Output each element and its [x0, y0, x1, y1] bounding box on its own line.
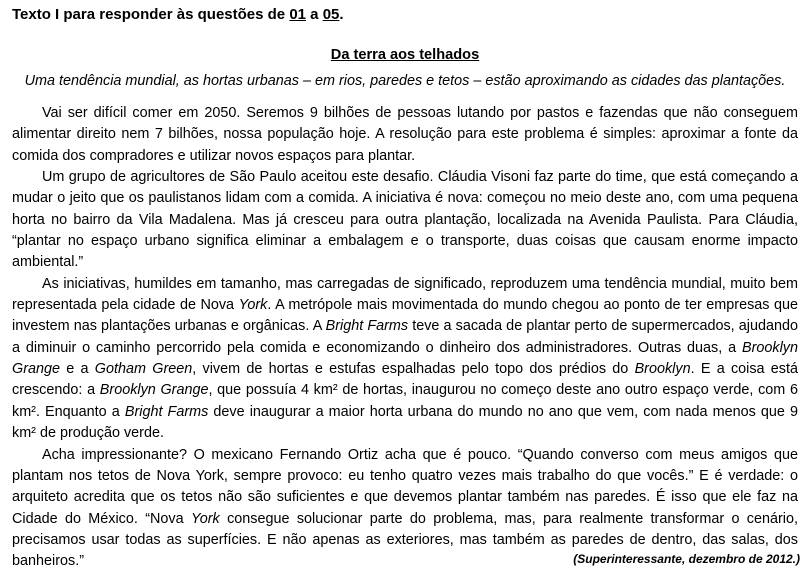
- paragraph-2: Um grupo de agricultores de São Paulo aceitou este desafio. Cláudia Visoni faz parte do time, que está começando a mudar o jeito que os paulistanos lidam com a comida. A iniciativa é nova: começou no meio deste ano, com uma pequena horta no bairro da Vila Madalena. Mas já cresceu para outra plantação, localizada na Avenida Paulista. Para Cláudia, “plantar no espaço urbano significa eliminar a embalagem e o transporte, duas coisas que causam enorme impacto ambiental.”: [12, 169, 798, 271]
- paragraph-4-text: consegue solucionar parte do problema, mas, para realmente transformar o cenário, precisamos usar todas as superfícies. E não apenas as exteriores, mas também as paredes de dentro, das salas, dos banheiros.”: [12, 510, 798, 570]
- article-title: Da terra aos telhados: [330, 47, 480, 63]
- italic-term: York: [238, 297, 268, 314]
- italic-term: Brooklyn Grange: [12, 339, 798, 378]
- header-suffix: .: [339, 6, 344, 23]
- article-subtitle: Uma tendência mundial, as hortas urbanas – em rios, paredes e tetos – estão aproximando as cidades das plantações.: [24, 73, 786, 89]
- paragraph-3-text: deve inaugurar a maior horta urbana do mundo no ano que vem, com nada menos que 9 km² de produção verde.: [12, 403, 798, 442]
- source-citation: (Superinteressante, dezembro de 2012.): [573, 552, 800, 566]
- italic-term: Gotham Green: [94, 361, 193, 378]
- question-end-number: 05: [322, 6, 340, 23]
- paragraph-3: [12, 274, 798, 445]
- paragraph-3-text: , vivem de hortas e estufas espalhadas pelo topo dos prédios do: [192, 361, 635, 378]
- italic-term: Bright Farms: [325, 318, 409, 335]
- paragraph-3-text: . E a coisa está crescendo: a: [12, 361, 799, 399]
- italic-term: York: [190, 510, 220, 527]
- question-start-number: 01: [289, 6, 306, 23]
- paragraph-1: Vai ser difícil comer em 2050. Seremos 9 bilhões de pessoas lutando por pastos e fazendas que não conseguem alimentar direito nem 7 bilhões, nossa população hoje. A resolução para este problema é simples: aproximar a fonte da comida dos compradores e utilizar novos espaços para plantar.: [12, 105, 798, 164]
- header-middle: a: [306, 6, 323, 23]
- italic-term: Bright Farms: [124, 403, 209, 420]
- article-body: [12, 103, 798, 573]
- header-prefix: Texto I para responder às questões de: [12, 6, 290, 23]
- paragraph-3-text: e a: [60, 361, 95, 378]
- italic-term: Brooklyn Grange: [99, 382, 209, 399]
- paragraph-3-text: , que possuía 4 km² de hortas, inaugurou no começo deste ano outro espaço verde, com 6 km². Enquanto a: [12, 382, 798, 420]
- exam-header: [12, 4, 344, 26]
- paragraph-4-text: Acha impressionante? O mexicano Fernando Ortiz acha que é pouco. “Quando converso com meus amigos que plantam nos tetos de Nova York, sempre provoco: eu tenho quatro vezes mais trabalho do que vocês.” E é verdade: o arquiteto acredita que os tetos não são suficientes e que devemos plantar também nas paredes. É isso que ele faz na Cidade do México. “Nova: [12, 446, 798, 527]
- paragraph-3-text: teve a sacada de plantar perto de supermercados, ajudando a diminuir o caminho percorrido pela comida e economizando o dinheiro dos administradores. Outras duas, a: [12, 318, 798, 356]
- paragraph-3-text: As iniciativas, humildes em tamanho, mas carregadas de significado, reproduzem uma tendência mundial, muito bem representada pela cidade de Nova: [12, 275, 798, 314]
- italic-term: Brooklyn: [634, 361, 691, 378]
- paragraph-3-text: . A metrópole mais movimentada do mundo chegou ao ponto de ter empresas que investem nas plantações urbanas e orgânicas. A: [12, 297, 799, 335]
